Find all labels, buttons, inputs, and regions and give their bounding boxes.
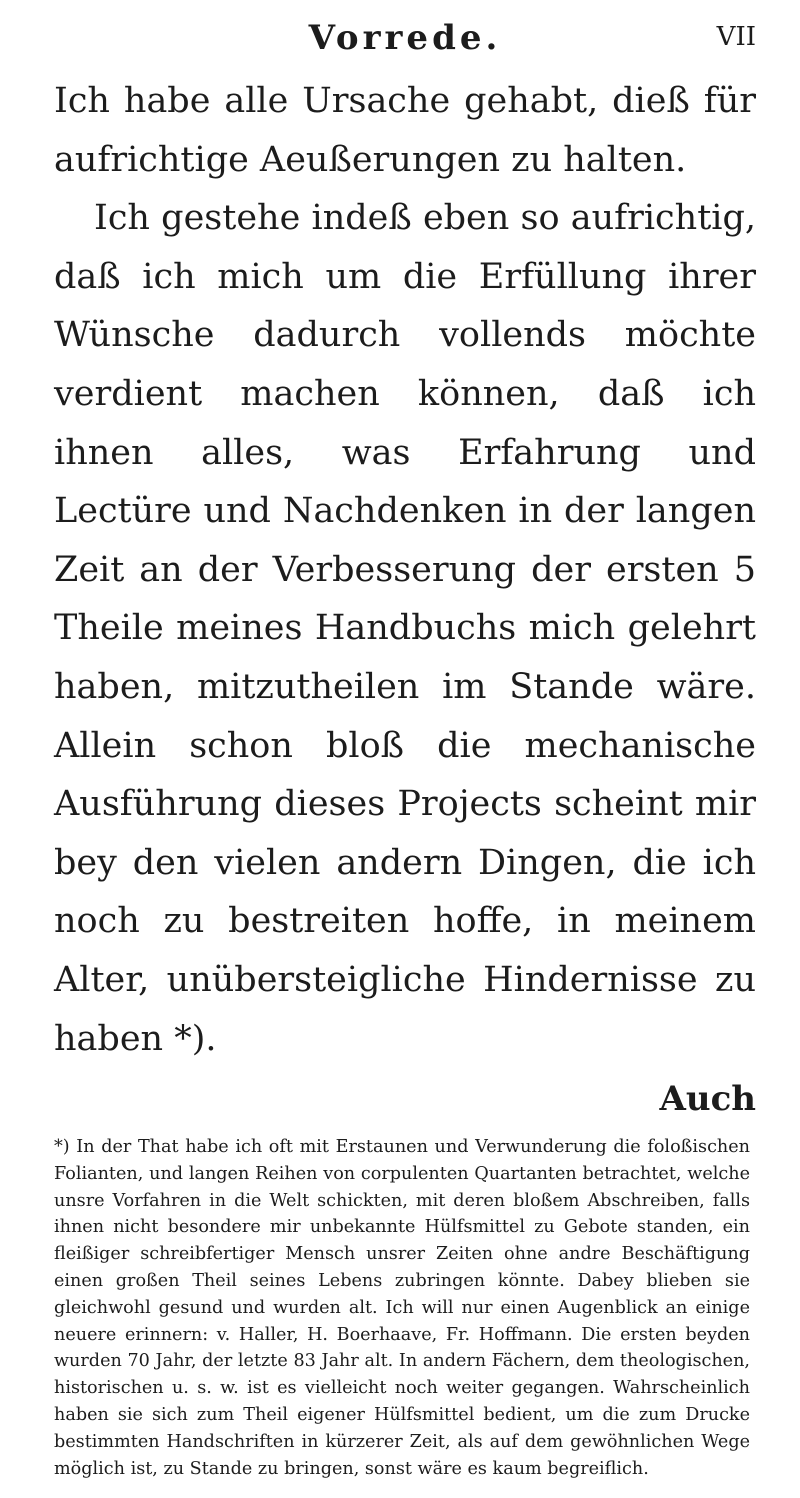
page-header [54,14,756,72]
body-paragraph-1: Ich habe alle Ursache gehabt, dieß für aufrichtige Aeußerungen zu halten. [54,81,756,180]
catchword: Auch [659,1079,756,1120]
footnote: *) In der That habe ich oft mit Erstaunen und Verwunderung die foloßischen Folianten, und langen Reihen von corpulenten Quartanten betrachtet, welche unsre Vorfahren in die Welt schickten, mit deren bloßem Abschreiben, falls ihnen nicht besondere mir unbekannte Hülfsmittel zu Gebote standen, ein fleißiger schreibfertiger Mensch unsrer Zeiten ohne andre Beschäftigung einen großen Theil seines Lebens zubringen könnte. Dabey blieben sie gleichwohl gesund und wurden alt. Ich will nur einen Augenblick an einige neuere erinnern: v. Haller, H. Boerhaave, Fr. Hoffmann. Die ersten beyden wurden 70 Jahr, der letzte 83 Jahr alt. In andern Fächern, dem theologischen, historischen u. s. w. ist es vielleicht noch weiter gegangen. Wahrscheinlich haben sie sich zum Theil eigener Hülfsmittel bedient, um die zum Drucke bestimmten Handschriften in kürzerer Zeit, als auf dem gewöhnlichen Wege möglich ist, zu Stande zu bringen, sonst wäre es kaum begreiflich. [54,1137,750,1479]
body-paragraph-2-text: Ich gestehe indeß eben so aufrichtig, daß ich mich um die Erfüllung ihrer Wünsche dadurch vollends möchte verdient machen können, daß ich ihnen alles, was Erfahrung und Lectüre und Nachdenken in der langen Zeit an der Verbesserung der ersten 5 Theile meines Handbuchs mich gelehrt haben, mitzutheilen im Stande wäre. Allein schon bloß die mechanische Ausführung dieses Projects scheint mir bey den vielen andern Dingen, die ich noch zu bestreiten hoffe, in meinem Alter, unübersteigliche Hindernisse zu haben *). [54,198,756,1059]
body-paragraph-2 [54,189,756,1068]
running-head: Vorrede. [308,18,502,58]
paragraph-indent [54,198,94,238]
page-number: VII [716,22,756,52]
